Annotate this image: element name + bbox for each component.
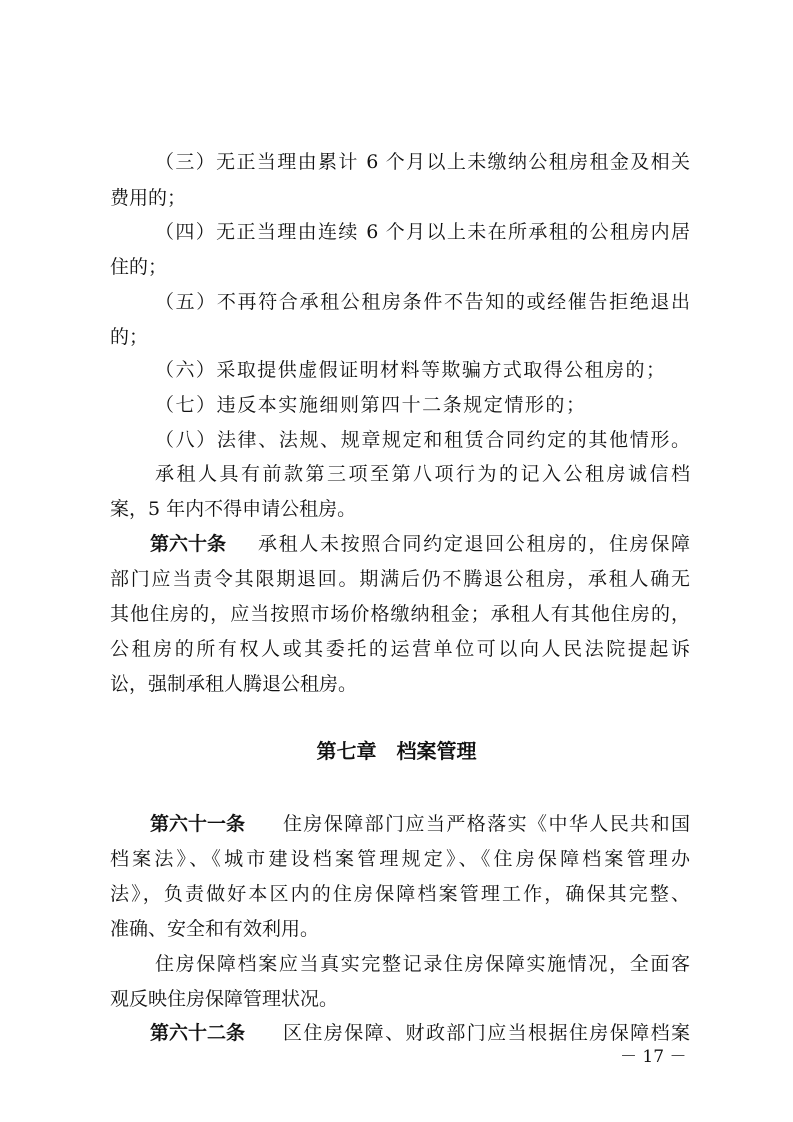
article-61-line-3: 法》，负责做好本区内的住房保障档案管理工作，确保其完整、 bbox=[110, 883, 690, 905]
article-61-line-4: 准确、安全和有效利用。 bbox=[110, 918, 320, 940]
list-item-7: （七）违反本实施细则第四十二条规定情形的； bbox=[155, 394, 585, 416]
article-61-line-1: 住房保障部门应当严格落实《中华人民共和国 bbox=[283, 813, 690, 835]
article-60-label: 第六十条 bbox=[150, 533, 227, 555]
credit-paragraph-line-2: 案，5 年内不得申请公租房。 bbox=[110, 498, 357, 520]
page-number: － 17 － bbox=[620, 1047, 687, 1067]
list-item-6: （六）采取提供虚假证明材料等欺骗方式取得公租房的； bbox=[155, 359, 665, 381]
article-60-line-1: 承租人未按照合同约定退回公租房的，住房保障 bbox=[258, 533, 690, 555]
list-item-3-line-2: 费用的； bbox=[110, 187, 187, 209]
chapter-heading: 第七章 档案管理 bbox=[316, 739, 477, 763]
article-61-line-2: 档案法》、《城市建设档案管理规定》、《住房保障档案管理办 bbox=[110, 848, 690, 870]
archive-paragraph-line-1: 住房保障档案应当真实完整记录住房保障实施情况，全面客 bbox=[155, 953, 690, 975]
archive-paragraph-line-2: 观反映住房保障管理状况。 bbox=[110, 988, 339, 1010]
list-item-8: （八）法律、法规、规章规定和租赁合同约定的其他情形。 bbox=[155, 429, 690, 451]
article-60-line-5: 讼，强制承租人腾退公租房。 bbox=[110, 673, 358, 695]
article-60-line-2: 部门应当责令其限期退回。期满后仍不腾退公租房，承租人确无 bbox=[110, 568, 690, 590]
credit-paragraph-line-1: 承租人具有前款第三项至第八项行为的记入公租房诚信档 bbox=[155, 463, 690, 485]
article-60-line-3: 其他住房的，应当按照市场价格缴纳租金；承租人有其他住房的， bbox=[110, 603, 690, 625]
list-item-5-line-1: （五）不再符合承租公租房条件不告知的或经催告拒绝退出 bbox=[155, 291, 690, 313]
list-item-4-line-1: （四）无正当理由连续 6 个月以上未在所承租的公租房内居 bbox=[155, 221, 690, 243]
article-62-line-1: 区住房保障、财政部门应当根据住房保障档案 bbox=[283, 1022, 690, 1044]
article-61-label: 第六十一条 bbox=[150, 813, 246, 835]
list-item-5-line-2: 的； bbox=[110, 326, 149, 348]
list-item-3-line-1: （三）无正当理由累计 6 个月以上未缴纳公租房租金及相关 bbox=[155, 151, 690, 173]
article-60-line-4: 公租房的所有权人或其委托的运营单位可以向人民法院提起诉 bbox=[110, 638, 690, 660]
list-item-4-line-2: 住的； bbox=[110, 256, 168, 278]
article-62-label: 第六十二条 bbox=[150, 1022, 246, 1044]
